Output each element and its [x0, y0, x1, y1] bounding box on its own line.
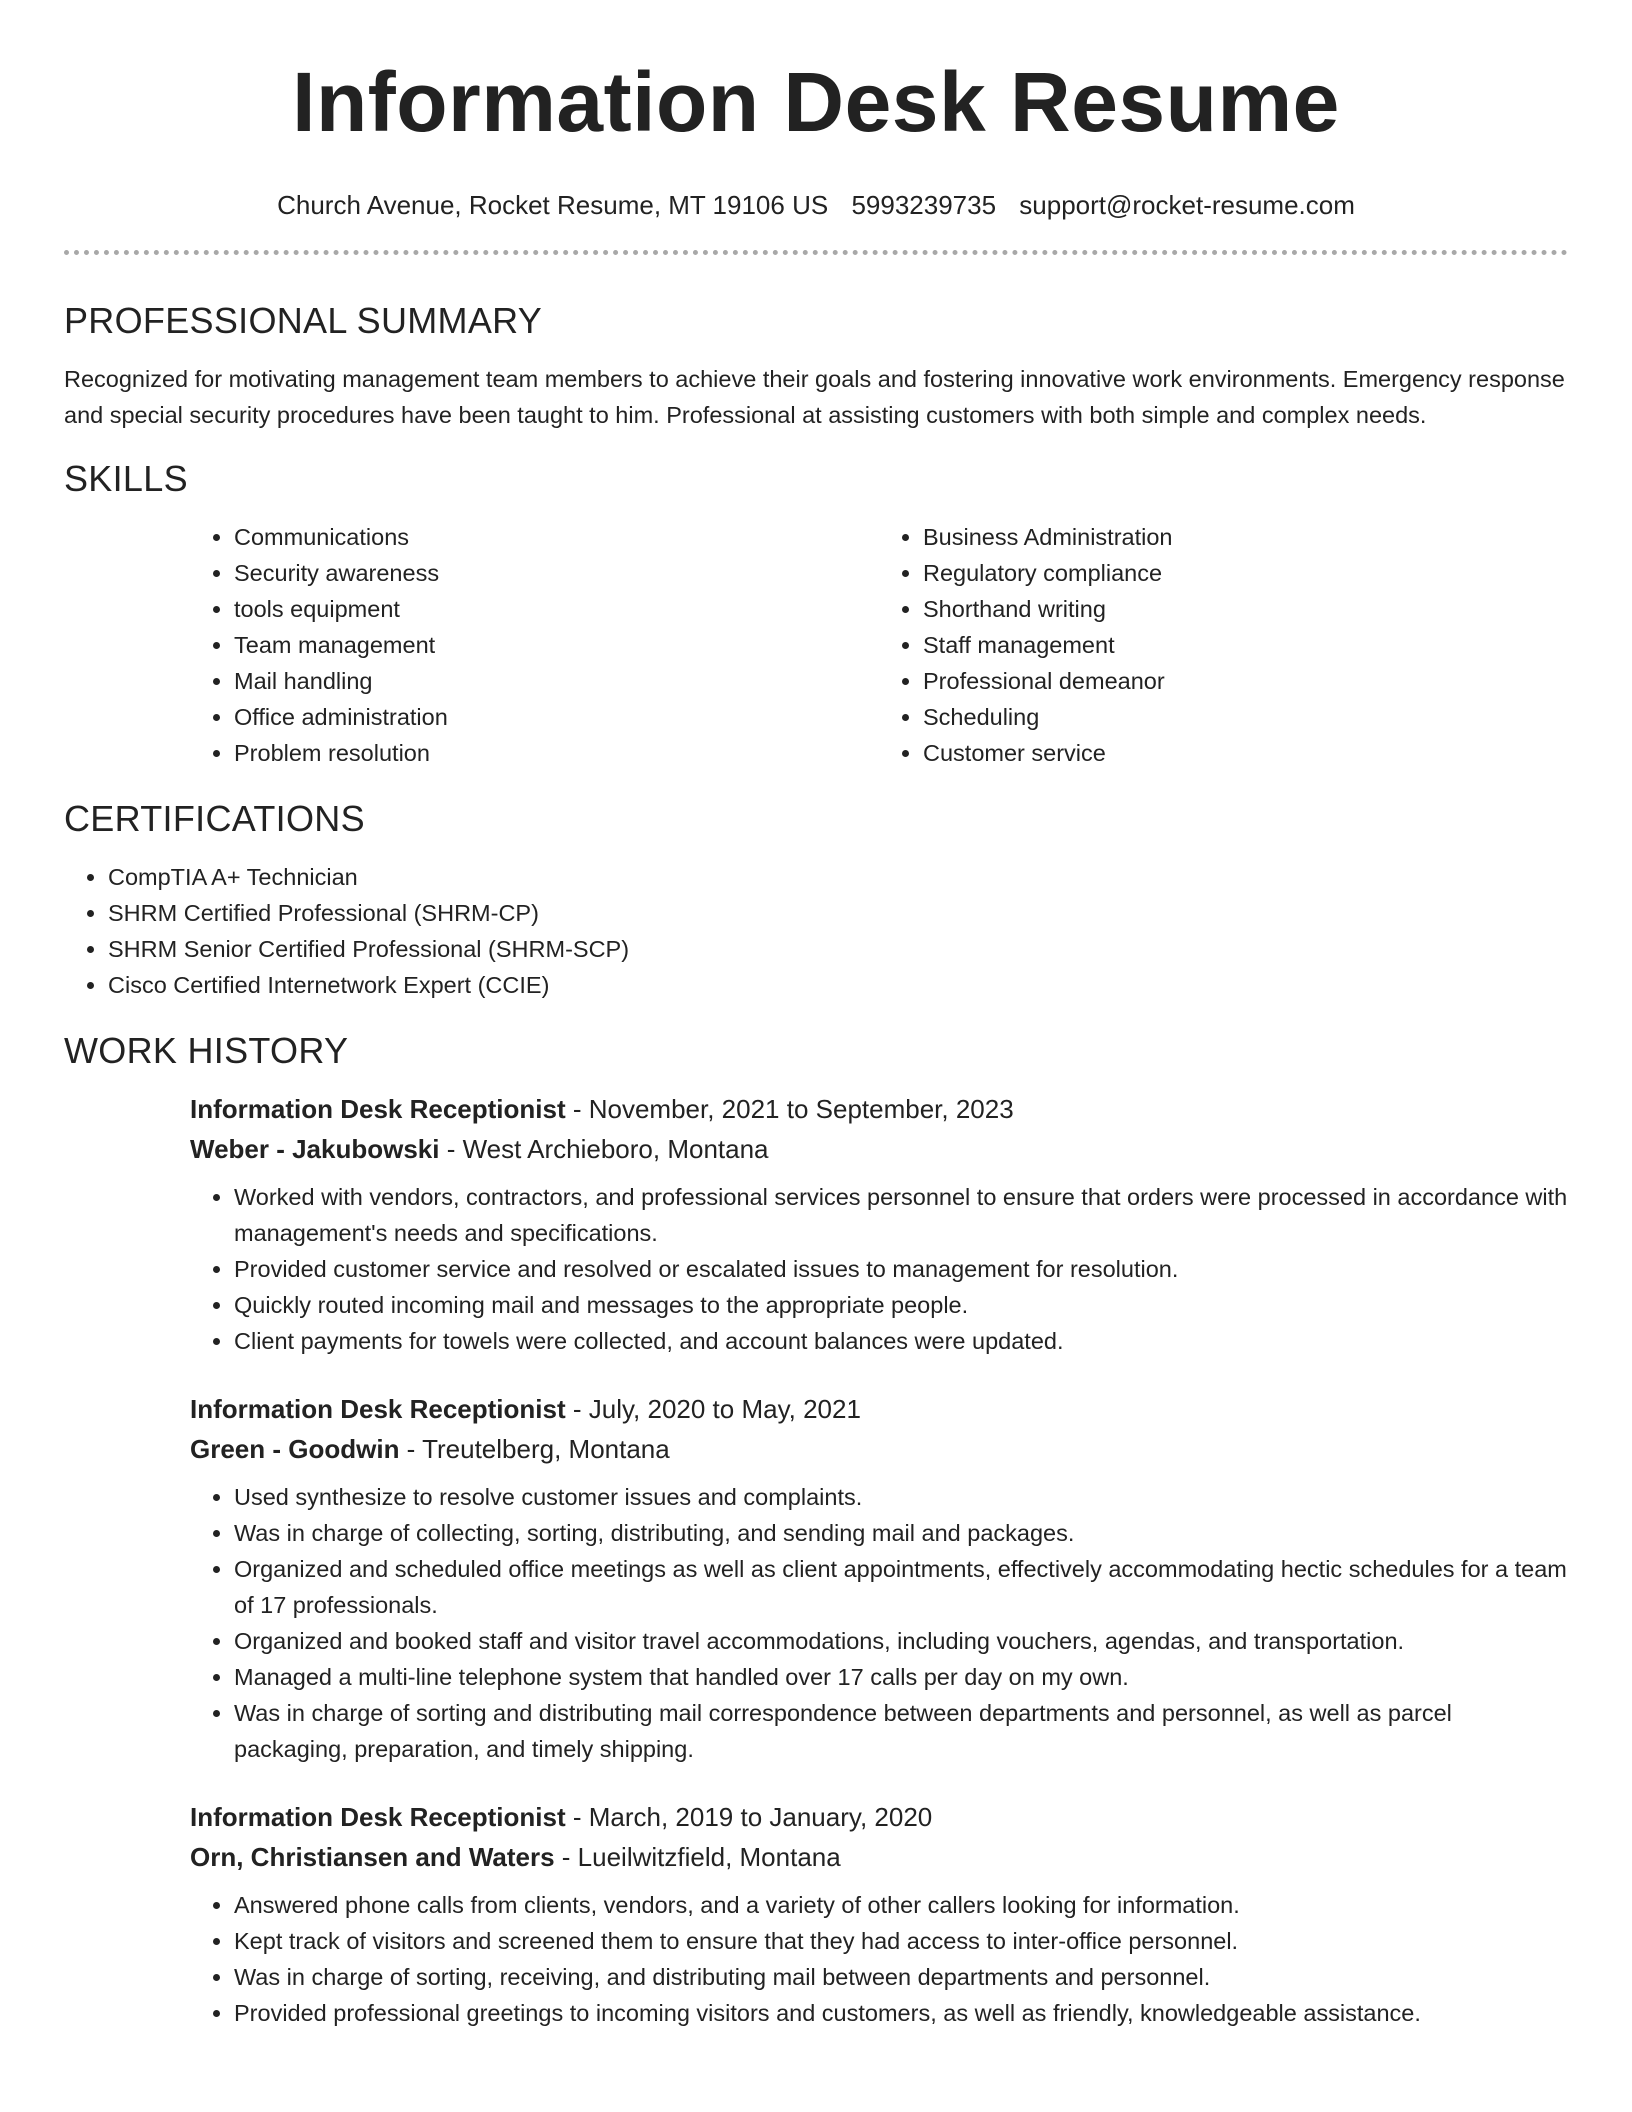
certifications-section: [64, 797, 1568, 1003]
skills-list-left: [190, 519, 879, 771]
job-title: Information Desk Receptionist: [190, 1802, 566, 1832]
job-dates: - July, 2020 to May, 2021: [565, 1394, 861, 1424]
job-company: Orn, Christiansen and Waters: [190, 1842, 555, 1872]
job-duty: • Managed a multi-line telephone system that handled over 17 calls per day on my own.: [234, 1659, 1568, 1695]
job-company-line: [190, 1129, 1568, 1169]
job-entry: [190, 1797, 1568, 2031]
skill-item: • Regulatory compliance: [923, 555, 1568, 591]
job-duty: • Used synthesize to resolve customer issues and complaints.: [234, 1479, 1568, 1515]
job-duty: • Organized and booked staff and visitor travel accommodations, including vouchers, agendas, and transportation.: [234, 1623, 1568, 1659]
section-title-summary: PROFESSIONAL SUMMARY: [64, 300, 543, 341]
job-duty: • Worked with vendors, contractors, and professional services personnel to ensure that orders were processed in accordance with management's needs and specifications.: [234, 1179, 1568, 1251]
contact-email: support@rocket-resume.com: [1019, 190, 1355, 220]
job-title: Information Desk Receptionist: [190, 1394, 566, 1424]
job-company-line: [190, 1429, 1568, 1469]
job-location: - West Archieboro, Montana: [439, 1134, 769, 1164]
header-divider: [64, 250, 1568, 255]
summary-section: [64, 299, 1568, 433]
skills-list-right: [879, 519, 1568, 771]
job-entry: [190, 1389, 1568, 1767]
job-duty: • Was in charge of sorting, receiving, and distributing mail between departments and personnel.: [234, 1959, 1568, 1995]
job-duty: • Client payments for towels were collected, and account balances were updated.: [234, 1323, 1568, 1359]
resume-name: Information Desk Resume: [292, 55, 1340, 149]
contact-address: Church Avenue, Rocket Resume, MT 19106 US: [277, 190, 829, 220]
job-title-line: [190, 1797, 1568, 1837]
skill-item: • Office administration: [234, 699, 879, 735]
job-company-line: [190, 1837, 1568, 1877]
contact-line: [64, 190, 1568, 220]
job-duty: • Provided professional greetings to incoming visitors and customers, as well as friendly, knowledgeable assistance.: [234, 1995, 1568, 2031]
certifications-list: [64, 859, 1568, 1003]
skills-section: [64, 457, 1568, 771]
section-title-certifications: CERTIFICATIONS: [64, 798, 365, 839]
skill-item: • Security awareness: [234, 555, 879, 591]
section-title-skills: SKILLS: [64, 458, 188, 499]
certification-item: • SHRM Certified Professional (SHRM-CP): [108, 895, 1568, 931]
job-entry: [190, 1089, 1568, 1359]
skill-item: • tools equipment: [234, 591, 879, 627]
skill-item: • Communications: [234, 519, 879, 555]
job-duty: • Answered phone calls from clients, vendors, and a variety of other callers looking for information.: [234, 1887, 1568, 1923]
job-dates: - March, 2019 to January, 2020: [565, 1802, 933, 1832]
job-duties: [190, 1479, 1568, 1767]
skill-item: • Professional demeanor: [923, 663, 1568, 699]
job-dates: - November, 2021 to September, 2023: [565, 1094, 1014, 1124]
skills-grid: [190, 519, 1568, 771]
skill-item: • Team management: [234, 627, 879, 663]
job-title: Information Desk Receptionist: [190, 1094, 566, 1124]
skill-item: • Scheduling: [923, 699, 1568, 735]
job-duty: • Provided customer service and resolved or escalated issues to management for resolution.: [234, 1251, 1568, 1287]
skill-item: • Problem resolution: [234, 735, 879, 771]
job-duty: • Quickly routed incoming mail and messages to the appropriate people.: [234, 1287, 1568, 1323]
summary-text: Recognized for motivating management team members to achieve their goals and fostering innovative work environments. Emergency response and special security procedures have been taught to him. Professional at assisting customers with both simple and complex needs.: [64, 366, 1565, 428]
skill-item: • Business Administration: [923, 519, 1568, 555]
job-title-line: [190, 1089, 1568, 1129]
skill-item: • Customer service: [923, 735, 1568, 771]
job-title-line: [190, 1389, 1568, 1429]
skill-item: • Staff management: [923, 627, 1568, 663]
job-duty: • Kept track of visitors and screened them to ensure that they had access to inter-office personnel.: [234, 1923, 1568, 1959]
job-duty: • Organized and scheduled office meetings as well as client appointments, effectively accommodating hectic schedules for a team of 17 professionals.: [234, 1551, 1568, 1623]
job-duty: • Was in charge of sorting and distributing mail correspondence between departments and personnel, as well as parcel packaging, preparation, and timely shipping.: [234, 1695, 1568, 1767]
skill-item: • Shorthand writing: [923, 591, 1568, 627]
job-location: - Treutelberg, Montana: [399, 1434, 670, 1464]
job-duty: • Was in charge of collecting, sorting, distributing, and sending mail and packages.: [234, 1515, 1568, 1551]
skill-item: • Mail handling: [234, 663, 879, 699]
certification-item: • Cisco Certified Internetwork Expert (CCIE): [108, 967, 1568, 1003]
certification-item: • CompTIA A+ Technician: [108, 859, 1568, 895]
contact-phone: 5993239735: [851, 190, 997, 220]
certification-item: • SHRM Senior Certified Professional (SHRM-SCP): [108, 931, 1568, 967]
job-duties: [190, 1179, 1568, 1359]
job-company: Green - Goodwin: [190, 1434, 400, 1464]
job-location: - Lueilwitzfield, Montana: [554, 1842, 841, 1872]
job-company: Weber - Jakubowski: [190, 1134, 440, 1164]
section-title-work-history: WORK HISTORY: [64, 1030, 349, 1071]
work-history-section: [64, 1029, 1568, 2031]
job-duties: [190, 1887, 1568, 2031]
